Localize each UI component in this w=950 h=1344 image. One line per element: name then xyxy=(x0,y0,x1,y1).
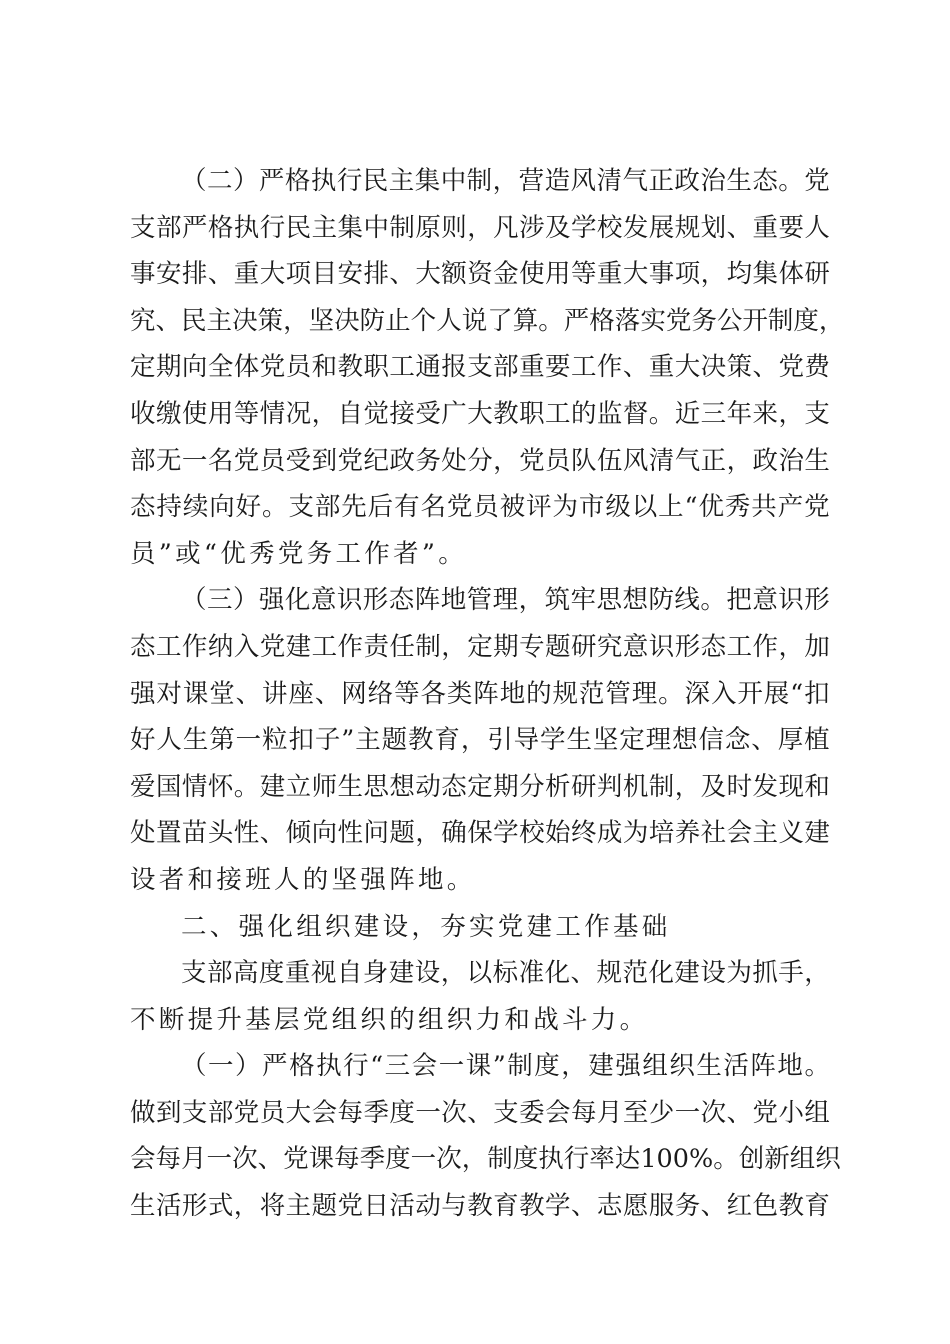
text-line: 部 无 一 名 党 员 受 到 党 纪 政 务 处 分 ， 党 员 队 伍 风 清 气 正 ， 政 治 生 xyxy=(130,445,830,476)
text-line: 收 缴 使 用 等 情 况 ， 自 觉 接 受 广 大 教 职 工 的 监 督 。 近 三 年 来 ， 支 xyxy=(130,398,830,429)
text-line: 二、强化组织建设，夯实党建工作基础 xyxy=(181,911,671,942)
text-line: 不断提升基层党组织的组织力和战斗力。 xyxy=(130,1004,649,1035)
text-line: 态 持 续 向 好 。 支 部 先 后 有 名 党 员 被 评 为 市 级 以 上 “ 优 秀 共 产 党 xyxy=(130,492,830,523)
text-line: 处 置 苗 头 性 、 倾 向 性 问 题 ， 确 保 学 校 始 终 成 为 培 养 社 会 主 义 建 xyxy=(130,818,830,849)
text-line: 究 、 民 主 决 策 ， 坚 决 防 止 个 人 说 了 算 。 严 格 落 实 党 务 公 开 制 度 ， xyxy=(130,305,845,336)
document-body xyxy=(130,158,845,1230)
text-line: 爱 国 情 怀 。 建 立 师 生 思 想 动 态 定 期 分 析 研 判 机 制 ， 及 时 发 现 和 xyxy=(130,771,830,802)
text-line: 生 活 形 式 ， 将 主 题 党 日 活 动 与 教 育 教 学 、 志 愿 服 务 、 红 色 教 育 xyxy=(130,1191,830,1222)
text-line: 好 人 生 第 一 粒 扣 子 ” 主 题 教 育 ， 引 导 学 生 坚 定 理 想 信 念 、 厚 植 xyxy=(130,725,830,756)
text-line: 做 到 支 部 党 员 大 会 每 季 度 一 次 、 支 委 会 每 月 至 少 一 次 、 党 小 组 xyxy=(130,1097,830,1128)
text-line: 事 安 排 、 重 大 项 目 安 排 、 大 额 资 金 使 用 等 重 大 事 项 ， 均 集 体 研 xyxy=(130,259,830,290)
text-line: 设者和接班人的坚强阵地。 xyxy=(130,864,476,895)
text-line: （ 二 ） 严 格 执 行 民 主 集 中 制 ， 营 造 风 清 气 正 政 治 生 态 。 党 xyxy=(181,166,830,196)
text-line: 支 部 高 度 重 视 自 身 建 设 ， 以 标 准 化 、 规 范 化 建 设 为 抓 手 ， xyxy=(181,958,830,989)
text-line: （ 一 ） 严 格 执 行 “ 三 会 一 课 ” 制 度 ， 建 强 组 织 生 活 阵 地 。 xyxy=(181,1051,830,1082)
text-line: （ 三 ） 强 化 意 识 形 态 阵 地 管 理 ， 筑 牢 思 想 防 线 。 把 意 识 形 xyxy=(181,585,830,616)
text-line: 员”或“优秀党务工作者”。 xyxy=(130,538,468,569)
text-line: 强 对 课 堂 、 讲 座 、 网 络 等 各 类 阵 地 的 规 范 管 理 。 深 入 开 展 “ 扣 xyxy=(130,678,830,709)
text-line: 定 期 向 全 体 党 员 和 教 职 工 通 报 支 部 重 要 工 作 、 重 大 决 策 、 党 费 xyxy=(130,352,830,383)
text-line: 会 每 月 一 次 、 党 课 每 季 度 一 次 ， 制 度 执 行 率 达 100% 。 创 新 组 织 xyxy=(130,1144,841,1175)
text-line: 支 部 严 格 执 行 民 主 集 中 制 原 则 ， 凡 涉 及 学 校 发 展 规 划 、 重 要 人 xyxy=(130,212,830,243)
text-line: 态 工 作 纳 入 党 建 工 作 责 任 制 ， 定 期 专 题 研 究 意 识 形 态 工 作 ， 加 xyxy=(130,631,830,662)
